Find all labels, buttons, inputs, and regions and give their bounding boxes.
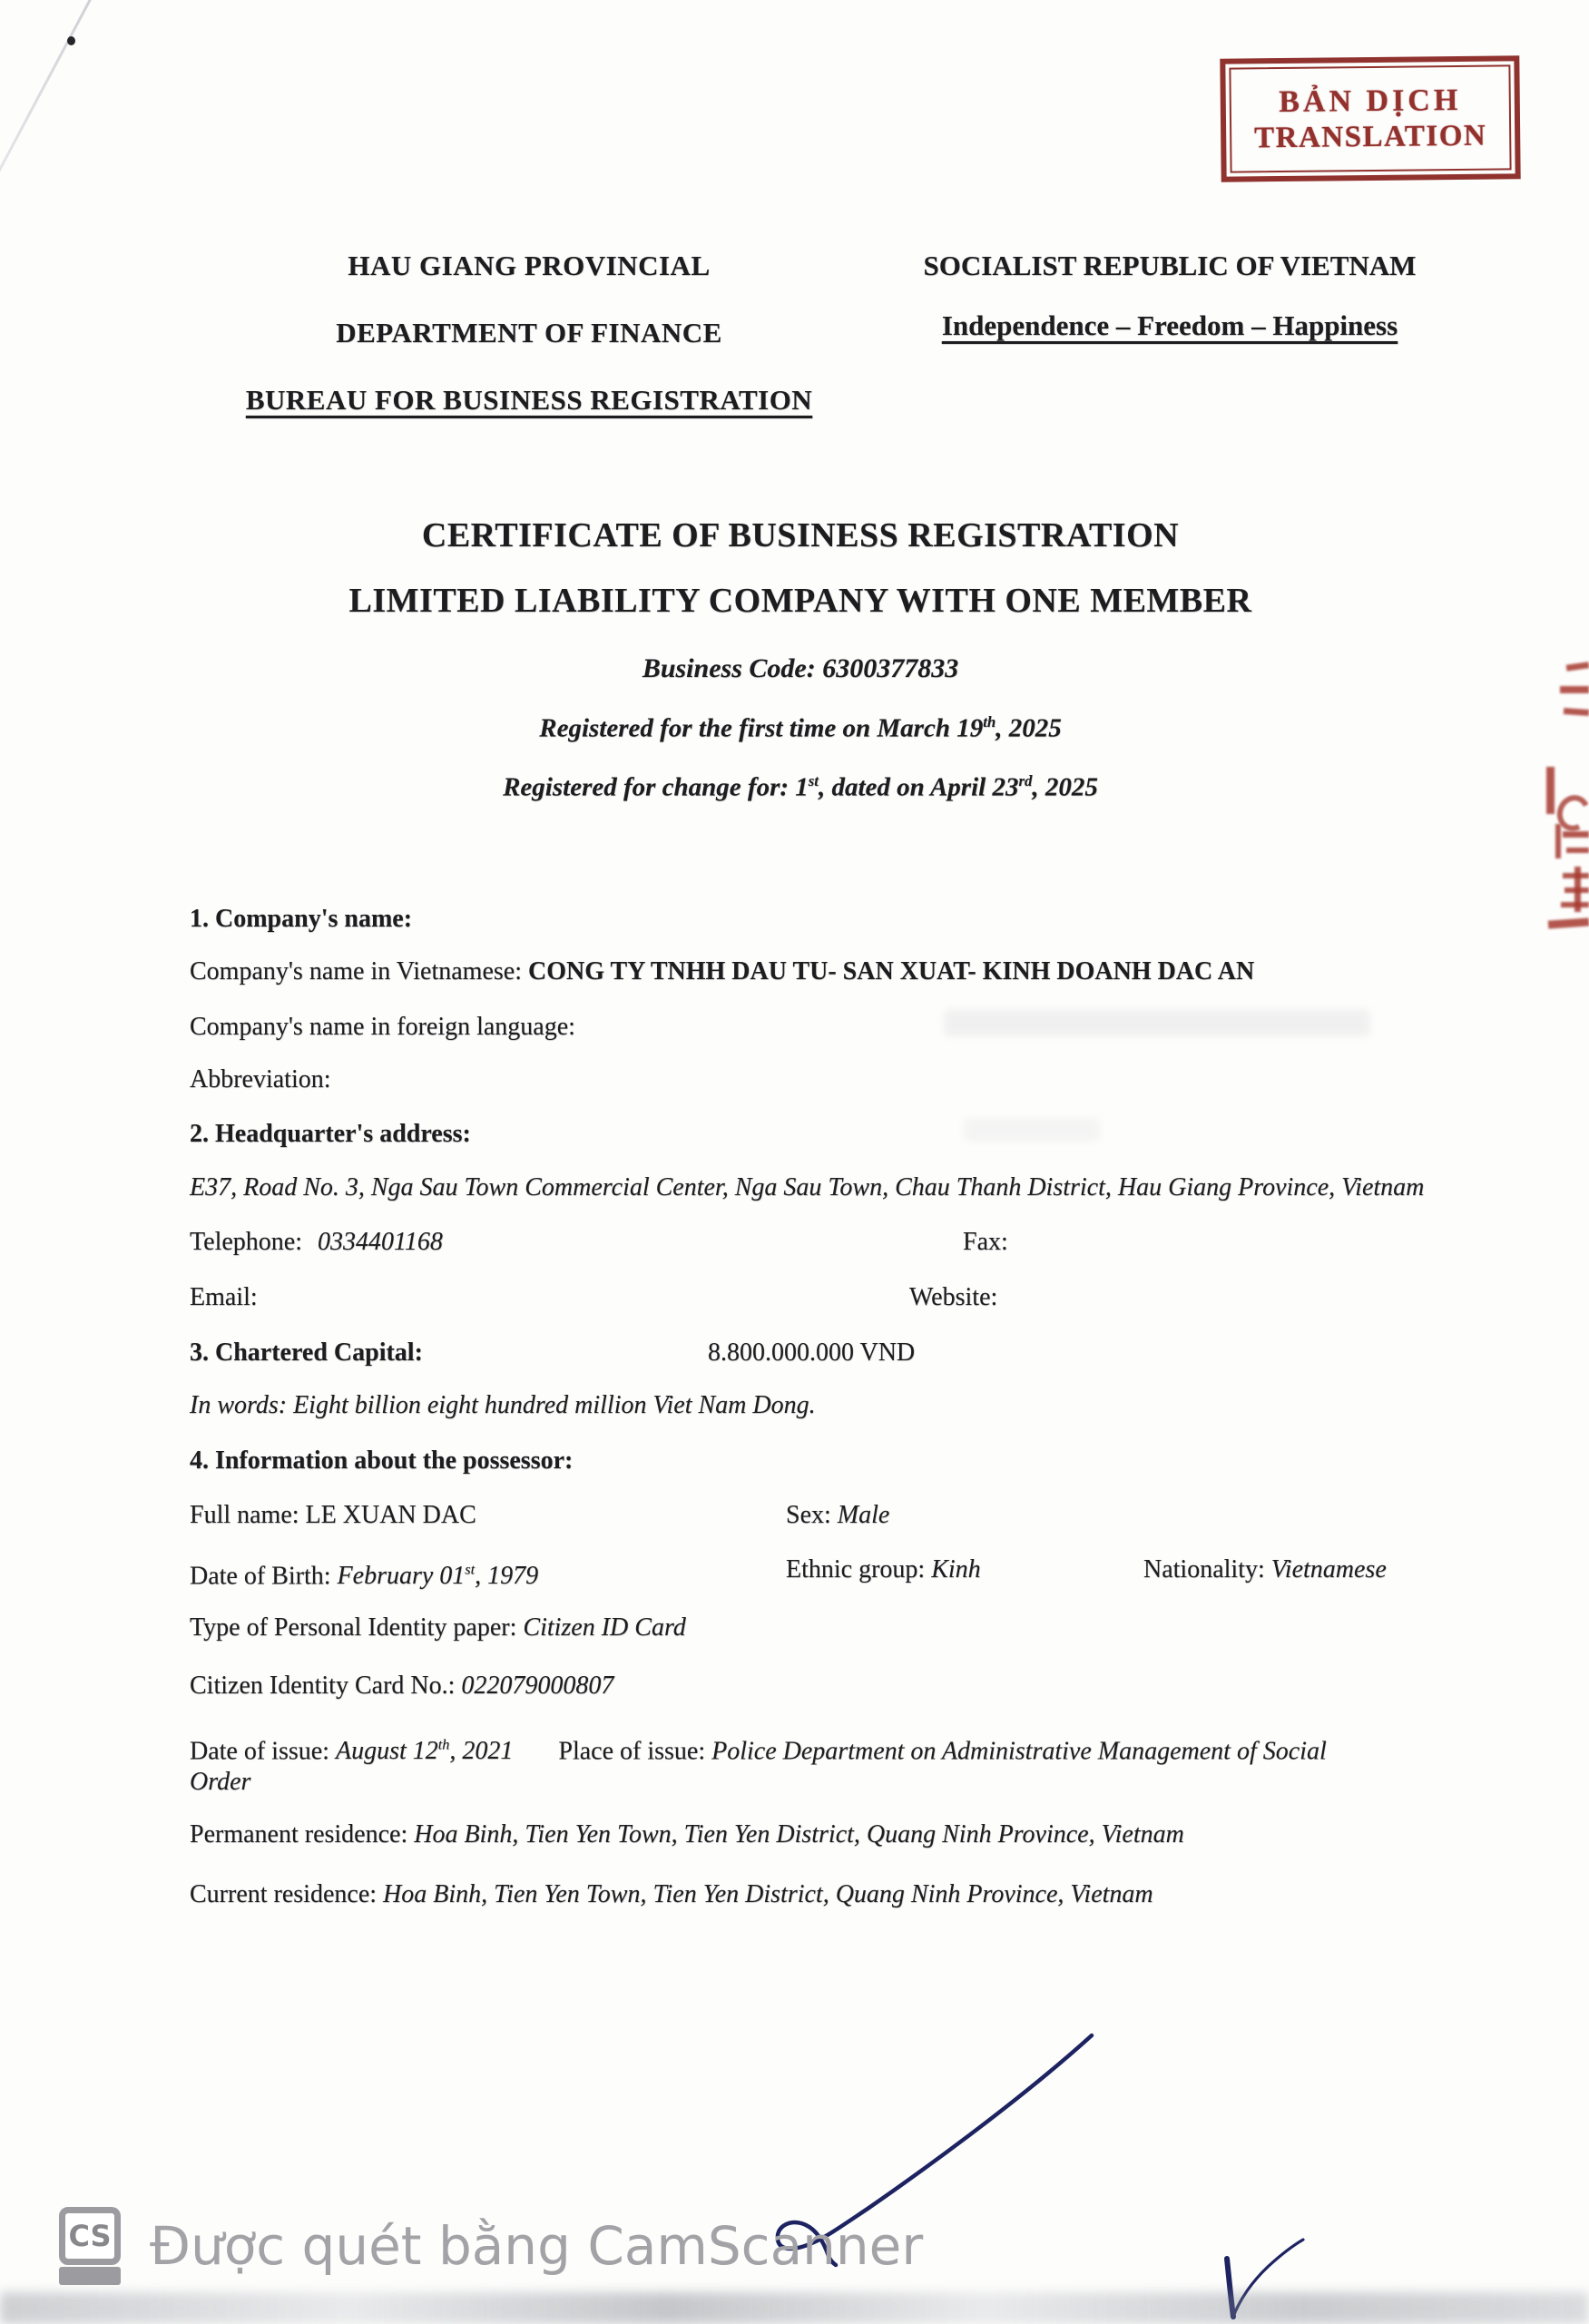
stamp-bleed-artifact xyxy=(1560,686,1589,693)
id-number-label: Citizen Identity Card No.: xyxy=(190,1672,456,1700)
current-residence-value: Hoa Binh, Tien Yen Town, Tien Yen District, Quang Ninh Province, Vietnam xyxy=(383,1880,1153,1908)
telephone-value: 0334401168 xyxy=(318,1228,443,1256)
address-row: E37, Road No. 3, Nga Sau Town Commercial Center, Nga Sau Town, Chau Thanh District, Hau Giang Province, Vietnam xyxy=(190,1173,1425,1201)
registered-change-ordinal-2: rd xyxy=(1018,772,1033,789)
website-label: Website: xyxy=(909,1283,998,1311)
dob-label: Date of Birth: xyxy=(190,1562,331,1591)
permanent-residence-row xyxy=(190,1817,1428,1853)
dob-value: February 01st, 1979 xyxy=(337,1562,539,1591)
sex-label: Sex: xyxy=(786,1501,831,1529)
registered-first-line xyxy=(192,713,1408,744)
stamp-text-vietnamese: BẢN DỊCH xyxy=(1279,83,1462,119)
stamp-bleed-artifact xyxy=(1555,824,1561,858)
registered-first-text: Registered for the first time on March 19 xyxy=(539,713,984,743)
stamp-bleed-artifact xyxy=(1546,767,1555,814)
stamp-bleed-artifact xyxy=(1563,873,1589,878)
stamp-bleed-artifact xyxy=(1563,831,1589,838)
full-name-label: Full name: xyxy=(190,1501,299,1529)
document-title-line-2: LIMITED LIABILITY COMPANY WITH ONE MEMBER xyxy=(348,582,1252,620)
issuer-line-1: HAU GIANG PROVINCIAL xyxy=(348,250,711,281)
dob-ethnic-nationality-row xyxy=(190,1552,1428,1594)
registered-first-year: , 2025 xyxy=(996,713,1062,743)
scan-crease-artifact xyxy=(0,0,97,202)
permanent-residence-value: Hoa Binh, Tien Yen Town, Tien Yen District, Quang Ninh Province, Vietnam xyxy=(414,1820,1184,1848)
issue-place-label: Place of issue: xyxy=(558,1737,706,1766)
sex-value: Male xyxy=(837,1501,890,1529)
registered-change-text: Registered for change for: 1 xyxy=(503,772,809,802)
in-words-value: Eight billion eight hundred million Viet Nam Dong. xyxy=(293,1391,816,1419)
business-code-label: Business Code: xyxy=(642,653,816,683)
issue-date-value: August 12th, 2021 xyxy=(335,1737,514,1766)
company-name-vietnamese-label: Company's name in Vietnamese: xyxy=(190,957,522,985)
id-number-value: 022079000807 xyxy=(461,1672,614,1700)
stamp-bleed-artifact xyxy=(1548,917,1589,928)
section-3-heading: 3. Chartered Capital: xyxy=(190,1339,423,1367)
translation-stamp xyxy=(1220,55,1520,181)
camscanner-logo-base xyxy=(59,2267,121,2285)
stamp-bleed-artifact xyxy=(1566,848,1589,853)
stamp-bleed-artifact xyxy=(1561,902,1589,907)
stamp-bleed-artifact xyxy=(1564,708,1589,716)
issuer-line-2: DEPARTMENT OF FINANCE xyxy=(336,317,722,348)
section-2-heading: 2. Headquarter's address: xyxy=(190,1120,471,1148)
ghost-text-artifact xyxy=(944,1009,1370,1036)
full-name-sex-row xyxy=(190,1497,1428,1534)
registered-change-year: , 2025 xyxy=(1032,772,1098,802)
translation-stamp-inner-border xyxy=(1229,64,1511,172)
full-name-value: LE XUAN DAC xyxy=(305,1501,476,1529)
sex-pair xyxy=(786,1497,889,1534)
telephone-fax-row xyxy=(190,1224,1428,1260)
business-code-line xyxy=(192,653,1408,684)
camscanner-watermark xyxy=(59,2207,923,2285)
abbreviation-row: Abbreviation: xyxy=(190,1065,331,1093)
nationality-label: Nationality: xyxy=(1143,1555,1265,1584)
id-type-value: Citizen ID Card xyxy=(523,1613,686,1642)
company-name-foreign-row: Company's name in foreign language: xyxy=(190,1013,575,1041)
issue-place-value-line-1: Police Department on Administrative Management of Social xyxy=(711,1737,1327,1766)
capital-in-words-row xyxy=(190,1388,1428,1424)
section-4-heading: 4. Information about the possessor: xyxy=(190,1446,574,1475)
scan-edge-artifact xyxy=(0,2292,1589,2324)
permanent-residence-label: Permanent residence: xyxy=(190,1820,408,1848)
id-number-row xyxy=(190,1668,1428,1704)
stamp-text-english: TRANSLATION xyxy=(1253,119,1487,154)
issuer-line-3: BUREAU FOR BUSINESS REGISTRATION xyxy=(245,384,813,416)
email-label: Email: xyxy=(190,1283,258,1311)
company-name-vietnamese-row xyxy=(190,954,1428,990)
business-code-value: 6300377833 xyxy=(822,653,959,683)
camscanner-logo-frame xyxy=(59,2207,121,2265)
camscanner-watermark-text: Được quét bằng CamScanner xyxy=(150,2215,924,2277)
ink-dot-artifact xyxy=(67,36,75,45)
id-type-row xyxy=(190,1610,1428,1646)
issue-place-value-line-2: Order xyxy=(190,1768,251,1796)
nationality-value: Vietnamese xyxy=(1270,1555,1387,1584)
camscanner-logo-text: CS xyxy=(68,2219,112,2253)
email-website-row xyxy=(190,1280,1428,1316)
registered-first-ordinal: th xyxy=(983,713,996,731)
in-words-label: In words: xyxy=(190,1391,288,1419)
registered-change-date: , dated on April 23 xyxy=(818,772,1019,802)
telephone-label: Telephone: xyxy=(190,1228,302,1256)
issue-date-label: Date of issue: xyxy=(190,1737,329,1766)
national-title: SOCIALIST REPUBLIC OF VIETNAM xyxy=(923,250,1417,281)
registered-change-line xyxy=(192,772,1408,803)
ethnic-pair xyxy=(786,1552,981,1588)
stamp-bleed-artifact xyxy=(1564,887,1589,893)
registered-change-ordinal-1: st xyxy=(808,772,819,789)
current-residence-label: Current residence: xyxy=(190,1880,378,1908)
stamp-bleed-artifact xyxy=(1566,662,1589,671)
current-residence-row xyxy=(190,1877,1428,1913)
ethnic-value: Kinh xyxy=(931,1555,981,1584)
id-type-label: Type of Personal Identity paper: xyxy=(190,1613,517,1642)
ethnic-label: Ethnic group: xyxy=(786,1555,926,1584)
nationality-pair xyxy=(1143,1552,1387,1588)
camscanner-logo-icon xyxy=(59,2207,121,2285)
section-1-heading: 1. Company's name: xyxy=(190,905,413,933)
chartered-capital-row xyxy=(190,1335,1428,1371)
national-motto: Independence – Freedom – Happiness xyxy=(941,309,1398,341)
chartered-capital-amount: 8.800.000.000 VND xyxy=(708,1339,916,1367)
company-name-vietnamese-value: CONG TY TNHH DAU TU- SAN XUAT- KINH DOANH DAC AN xyxy=(528,957,1255,985)
document-title-line-1: CERTIFICATE OF BUSINESS REGISTRATION xyxy=(421,516,1180,554)
fax-label: Fax: xyxy=(963,1228,1008,1256)
